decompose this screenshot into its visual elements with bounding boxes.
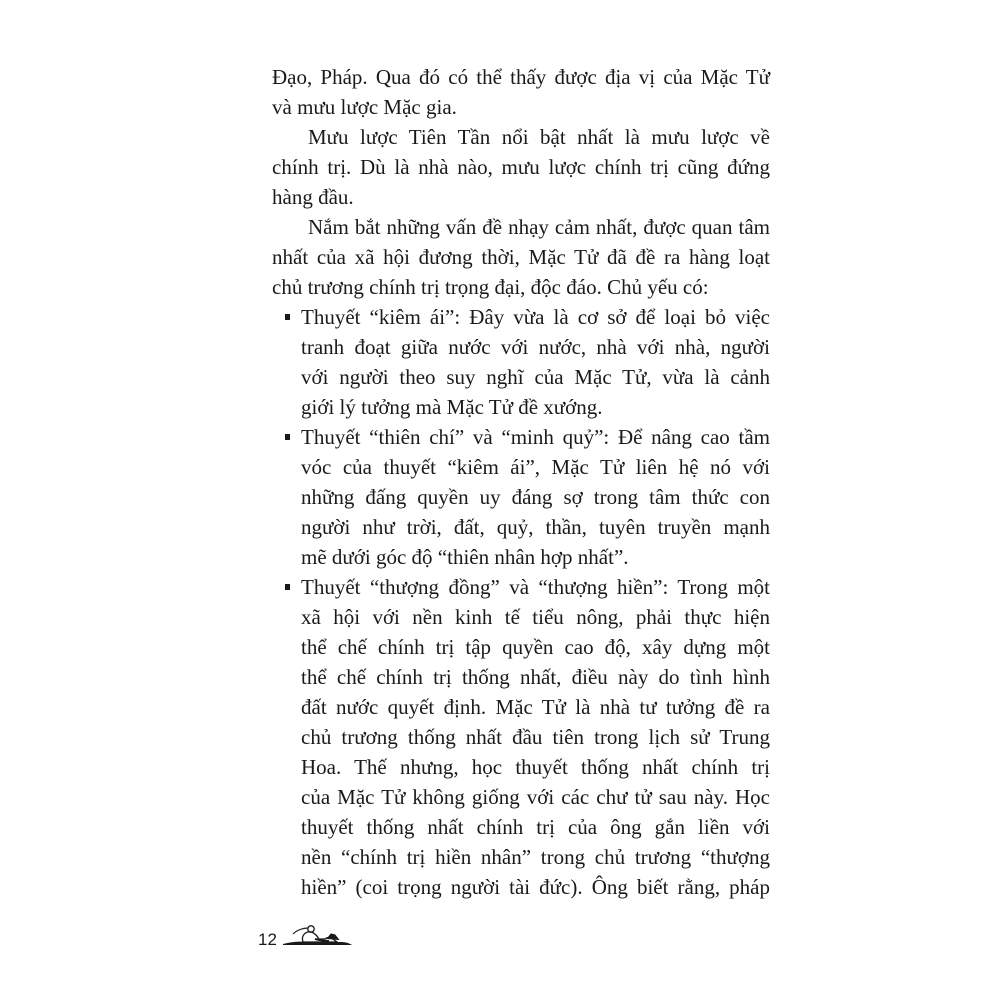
reclining-figure-ornament-icon [281,920,353,950]
bullet-item [272,422,770,572]
text-line: và mưu lược Mặc gia. [272,95,457,119]
text-line: Thuyết “thượng đồng” và “thượng hiền”: Trong một [301,575,770,599]
text-line: thể chế chính trị thống nhất, điều này do tình hình [301,665,770,689]
text-line: giới lý tưởng mà Mặc Tử đề xướng. [301,395,603,419]
text-line: Hoa. Thế nhưng, học thuyết thống nhất chính trị [301,755,770,779]
paragraph [272,122,770,212]
bullet-item [272,302,770,422]
text-line: những đấng quyền uy đáng sợ trong tâm thức con [301,485,770,509]
text-line: chủ trương chính trị trọng đại, độc đáo. Chủ yếu có: [272,275,709,299]
text-line: hàng đầu. [272,185,354,209]
text-line: Thuyết “thiên chí” và “minh quỷ”: Để nâng cao tầm [301,425,770,449]
text-line: hiền” (coi trọng người tài đức). Ông biết rằng, pháp [301,875,770,899]
text-line: thể chế chính trị tập quyền cao độ, xây dựng một [301,635,770,659]
text-line: thuyết thống nhất chính trị của ông gắn liền với [301,815,770,839]
text-line: người như trời, đất, quỷ, thần, tuyên truyền mạnh [301,515,770,539]
text-line: chủ trương thống nhất đầu tiên trong lịch sử Trung [301,725,770,749]
text-line: nhất của xã hội đương thời, Mặc Tử đã đề ra hàng loạt [272,245,770,269]
text-line: Đạo, Pháp. Qua đó có thể thấy được địa vị của Mặc Tử [272,65,770,89]
square-bullet-icon [285,584,290,590]
paragraph-continuation [272,62,770,122]
text-line: Mưu lược Tiên Tần nổi bật nhất là mưu lược về [308,125,770,149]
text-line: chính trị. Dù là nhà nào, mưu lược chính trị cũng đứng [272,155,770,179]
square-bullet-icon [285,314,290,320]
square-bullet-icon [285,434,290,440]
text-line: với người theo suy nghĩ của Mặc Tử, vừa là cảnh [301,365,770,389]
text-line: đất nước quyết định. Mặc Tử là nhà tư tưởng đề ra [301,695,770,719]
page-number: 12 [258,930,277,949]
text-line: nền “chính trị hiền nhân” trong chủ trương “thượng [301,845,770,869]
text-line: tranh đoạt giữa nước với nước, nhà với nhà, người [301,335,770,359]
text-line: của Mặc Tử không giống với các chư tử sau này. Học [301,785,770,809]
bullet-item [272,572,770,902]
text-line: vóc của thuyết “kiêm ái”, Mặc Tử liên hệ nó với [301,455,770,479]
text-line: Thuyết “kiêm ái”: Đây vừa là cơ sở để loại bỏ việc [301,305,770,329]
text-line: Nắm bắt những vấn đề nhạy cảm nhất, được quan tâm [308,215,770,239]
page-footer [258,920,353,950]
text-line: mẽ dưới góc độ “thiên nhân hợp nhất”. [301,545,629,569]
text-line: xã hội với nền kinh tế tiểu nông, phải thực hiện [301,605,770,629]
page-body-text [272,62,770,902]
paragraph [272,212,770,302]
